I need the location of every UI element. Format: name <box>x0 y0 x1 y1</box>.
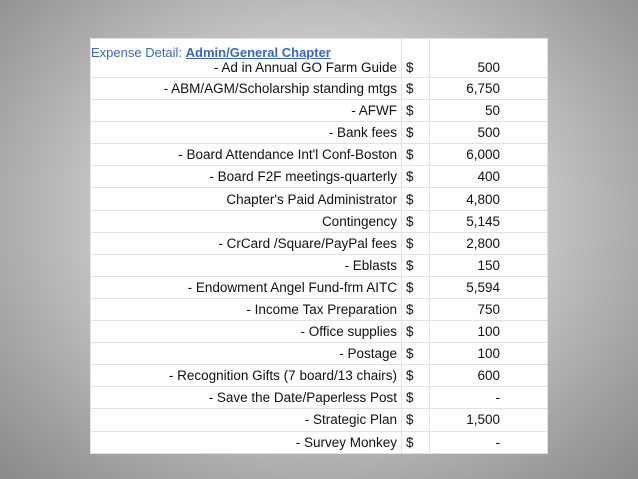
row-amount: 500 <box>430 39 548 78</box>
row-label: - Postage <box>91 343 402 365</box>
table-row <box>91 387 548 409</box>
currency-symbol: $ <box>402 210 430 232</box>
currency-symbol: $ <box>402 166 430 188</box>
expense-table <box>90 38 548 454</box>
currency-symbol: $ <box>402 321 430 343</box>
currency-symbol: $ <box>402 431 430 453</box>
currency-symbol: $ <box>402 409 430 431</box>
row-label: Chapter's Paid Administrator <box>91 188 402 210</box>
title-chapter: Admin/General Chapter <box>185 45 331 60</box>
table-row <box>91 122 548 144</box>
row-amount: 6,000 <box>430 144 548 166</box>
row-amount: 600 <box>430 365 548 387</box>
row-label: - Strategic Plan <box>91 409 402 431</box>
row-label: - Ad in Annual GO Farm Guide <box>213 60 397 75</box>
table-row <box>91 39 548 78</box>
row-label: - CrCard /Square/PayPal fees <box>91 232 402 254</box>
table-row <box>91 431 548 453</box>
row-amount: 2,800 <box>430 232 548 254</box>
expense-sheet <box>90 38 547 454</box>
row-label: - Save the Date/Paperless Post <box>91 387 402 409</box>
row-amount: 500 <box>430 122 548 144</box>
table-row <box>91 100 548 122</box>
row-label: - AFWF <box>91 100 402 122</box>
row-amount: 400 <box>430 166 548 188</box>
row-amount: 1,500 <box>430 409 548 431</box>
row-amount: 5,594 <box>430 276 548 298</box>
row-label: - Board Attendance Int'l Conf-Boston <box>91 144 402 166</box>
currency-symbol: $ <box>402 387 430 409</box>
row-label: - Recognition Gifts (7 board/13 chairs) <box>91 365 402 387</box>
table-row <box>91 254 548 276</box>
table-row <box>91 232 548 254</box>
row-label: Contingency <box>91 210 402 232</box>
row-amount: 100 <box>430 343 548 365</box>
currency-symbol: $ <box>402 144 430 166</box>
row-amount: 100 <box>430 321 548 343</box>
currency-symbol: $ <box>402 298 430 320</box>
row-amount: 5,145 <box>430 210 548 232</box>
row-amount: 6,750 <box>430 78 548 100</box>
expense-detail-header <box>91 39 402 78</box>
table-row <box>91 78 548 100</box>
row-amount: 750 <box>430 298 548 320</box>
row-label: - Eblasts <box>91 254 402 276</box>
currency-symbol: $ <box>402 232 430 254</box>
title-prefix: Expense Detail: <box>91 45 186 60</box>
row-amount: - <box>430 387 548 409</box>
expense-detail-title <box>91 45 397 60</box>
table-row <box>91 166 548 188</box>
currency-symbol: $ <box>402 365 430 387</box>
table-row <box>91 365 548 387</box>
currency-symbol: $ <box>402 100 430 122</box>
currency-symbol: $ <box>402 78 430 100</box>
table-row <box>91 144 548 166</box>
table-row <box>91 298 548 320</box>
row-amount: 150 <box>430 254 548 276</box>
row-label: - Office supplies <box>91 321 402 343</box>
row-label: - Board F2F meetings-quarterly <box>91 166 402 188</box>
table-row <box>91 321 548 343</box>
currency-symbol: $ <box>402 254 430 276</box>
row-amount: 50 <box>430 100 548 122</box>
row-label: - Endowment Angel Fund-frm AITC <box>91 276 402 298</box>
currency-symbol: $ <box>402 122 430 144</box>
currency-symbol: $ <box>402 39 430 78</box>
row-label: - Bank fees <box>91 122 402 144</box>
row-label: - Income Tax Preparation <box>91 298 402 320</box>
table-row <box>91 343 548 365</box>
currency-symbol: $ <box>402 188 430 210</box>
row-label: - Survey Monkey <box>91 431 402 453</box>
table-row <box>91 188 548 210</box>
currency-symbol: $ <box>402 276 430 298</box>
table-row <box>91 210 548 232</box>
currency-symbol: $ <box>402 343 430 365</box>
table-row <box>91 409 548 431</box>
table-row <box>91 276 548 298</box>
row-amount: - <box>430 431 548 453</box>
row-label: - ABM/AGM/Scholarship standing mtgs <box>91 78 402 100</box>
row-amount: 4,800 <box>430 188 548 210</box>
